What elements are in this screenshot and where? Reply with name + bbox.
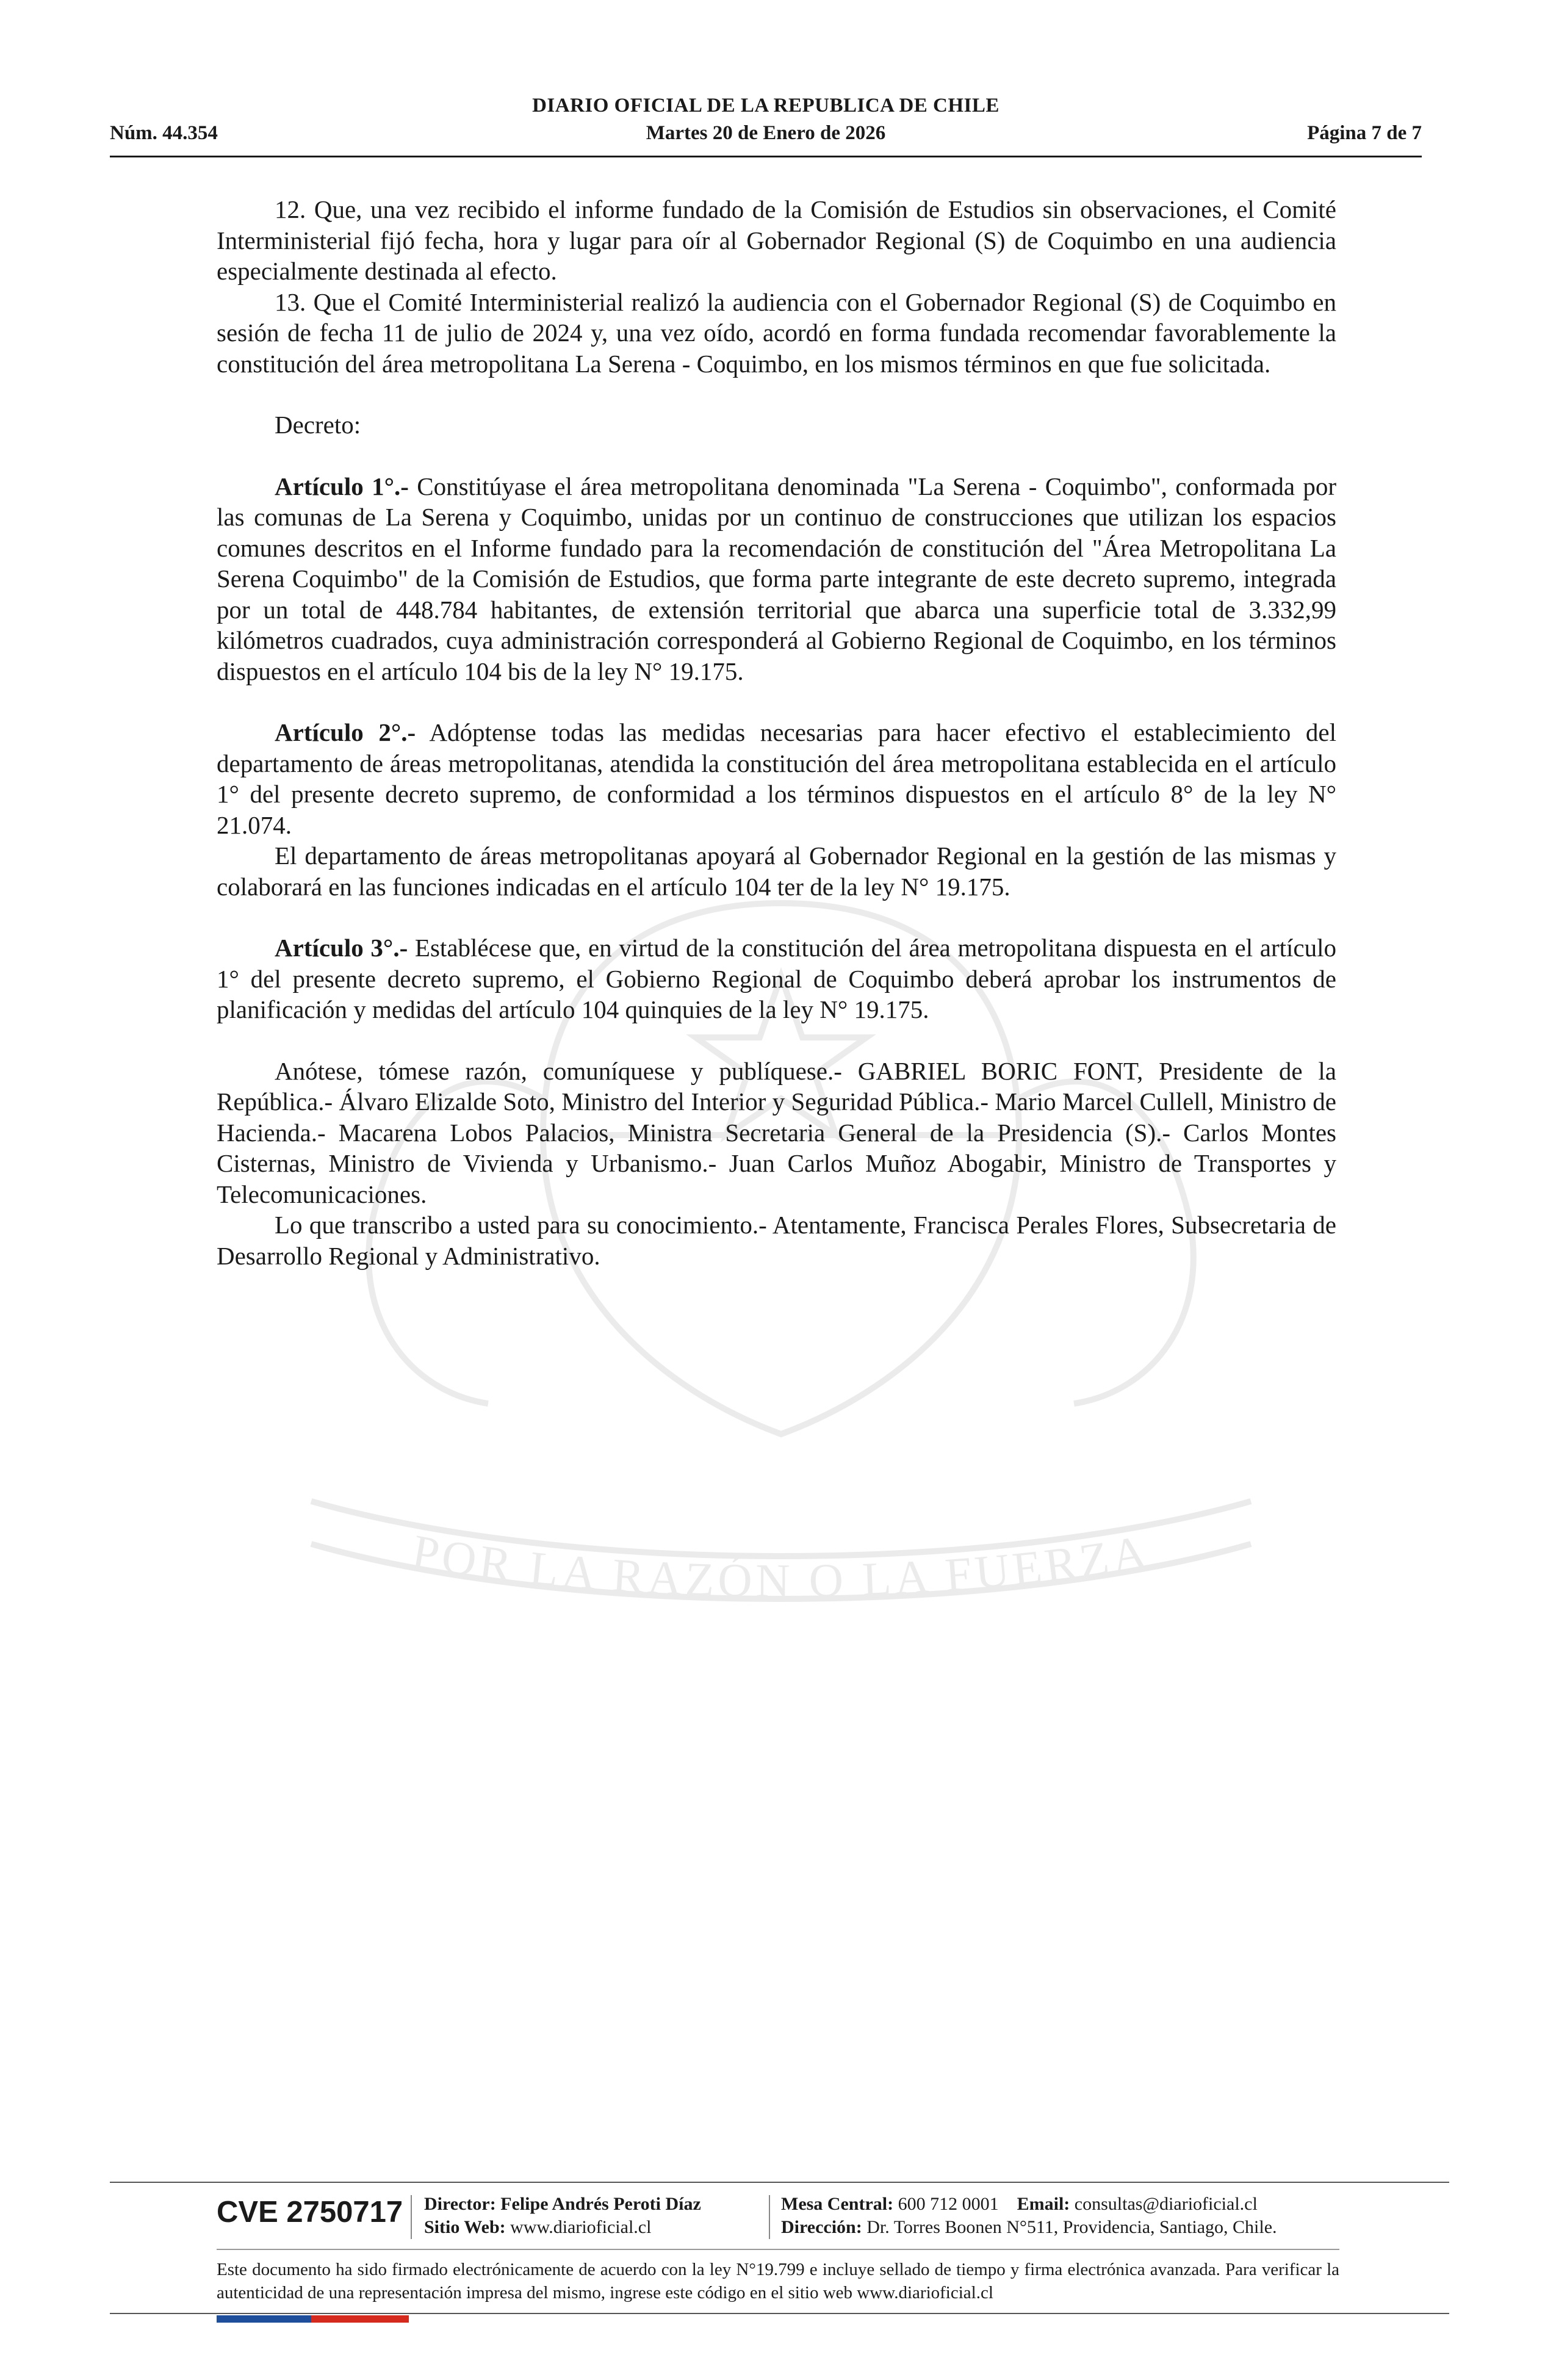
footer-separator-2 — [769, 2195, 770, 2239]
article-2 — [217, 717, 1336, 840]
page-header — [110, 95, 1422, 156]
flag-stripe-red — [311, 2315, 409, 2323]
director-label: Director: — [424, 2194, 496, 2214]
article-3-title: Artículo 3°.- — [275, 934, 408, 962]
decree-body — [217, 194, 1336, 1271]
article-1 — [217, 471, 1336, 687]
director-value: Felipe Andrés Peroti Díaz — [500, 2194, 701, 2214]
article-3-text: Establécese que, en virtud de la constitución del área metropolitana dispuesta en el artículo 1° del presente decreto supremo, el Gobierno Regional de Coquimbo deberá aprobar los instrumentos de planificación y medidas del artículo 104 quinquies de la ley N° 19.175. — [217, 934, 1336, 1023]
email-link[interactable]: consultas@diarioficial.cl — [1074, 2194, 1258, 2214]
mesa-label: Mesa Central: — [781, 2194, 894, 2214]
article-1-title: Artículo 1°.- — [275, 472, 409, 500]
closing-signatures: Anótese, tómese razón, comuníquese y publíquese.- GABRIEL BORIC FONT, Presidente de la República.- Álvaro Elizalde Soto, Ministro del Interior y Seguridad Pública.- Mario Marcel Cullell, Ministro de Hacienda.- Macarena Lobos Palacios, Ministra Secretaria General de la Presidencia (S).- Carlos Montes Cisternas, Ministro de Vivienda y Urbanismo.- Juan Carlos Muñoz Abogabir, Ministro de Transportes y Telecomunicaciones. — [217, 1056, 1336, 1208]
footer-director-block — [424, 2193, 701, 2239]
footer-inner-rule — [217, 2249, 1339, 2250]
watermark-motto — [408, 1524, 1153, 1607]
address-line — [781, 2216, 1277, 2239]
header-divider — [110, 156, 1422, 157]
legal-notice: Este documento ha sido firmado electrónicamente de acuerdo con la ley N°19.799 e incluye sellado de tiempo y firma electrónica avanzada. Para verificar la autenticidad de una representación impresa del mismo, ingrese este código en el sitio web www.diarioficial.cl — [217, 2260, 1339, 2302]
website-link[interactable]: www.diarioficial.cl — [510, 2217, 652, 2237]
footer-bottom-rule — [110, 2313, 1449, 2314]
director-line — [424, 2193, 701, 2216]
transcription-note: Lo que transcribo a usted para su conocimiento.- Atentamente, Francisca Perales Flores, Subsecretaria de Desarrollo Regional y Administrativo. — [217, 1211, 1336, 1270]
footer-contact-block — [781, 2193, 1277, 2239]
address-value: Dr. Torres Boonen N°511, Providencia, Santiago, Chile. — [866, 2217, 1277, 2237]
footer-separator-1 — [411, 2195, 412, 2239]
article-2-title: Artículo 2°.- — [275, 718, 416, 746]
issue-number: Núm. 44.354 — [110, 122, 218, 144]
flag-stripe — [217, 2315, 409, 2323]
article-1-text: Constitúyase el área metropolitana denominada "La Serena - Coquimbo", conformada por las comunas de La Serena y Coquimbo, unidas por un continuo de construcciones que utilizan los espacios comunes descritos en el Informe fundado para la recomendación de constitución del "Área Metropolitana La Serena Coquimbo" de la Comisión de Estudios, que forma parte integrante de este decreto supremo, integrada por un total de 448.784 habitantes, de extensión territorial que abarca una superficie total de 3.332,99 kilómetros cuadrados, cuya administración corresponderá al Gobierno Regional de Coquimbo, en los términos dispuestos en el artículo 104 bis de la ley N° 19.175. — [217, 472, 1337, 685]
article-2-continued: El departamento de áreas metropolitanas apoyará al Gobernador Regional en la gestión de las mismas y colaborará en las funciones indicadas en el artículo 104 ter de la ley N° 19.175. — [217, 842, 1336, 901]
paragraph-12: 12. Que, una vez recibido el informe fundado de la Comisión de Estudios sin observaciones, el Comité Interministerial fijó fecha, hora y lugar para oír al Gobernador Regional (S) de Coquimbo en una audiencia especialmente destinada al efecto. — [217, 195, 1336, 285]
watermark-motto-text: POR LA RAZÓN O LA FUERZA — [408, 1524, 1154, 1607]
page-footer — [217, 2188, 1339, 2249]
decree-heading: Decreto: — [275, 411, 361, 439]
article-3 — [217, 932, 1336, 1025]
issue-date: Martes 20 de Enero de 2026 — [646, 122, 886, 144]
cve-code: CVE 2750717 — [217, 2196, 403, 2229]
article-2-text: Adóptense todas las medidas necesarias para hacer efectivo el establecimiento del departamento de áreas metropolitanas, atendida la constitución del área metropolitana establecida en el artículo 1° del presente decreto supremo, de conformidad a los términos dispuestos en el artículo 8° de la ley N° 21.074. — [217, 718, 1336, 839]
paragraph-13: 13. Que el Comité Interministerial realizó la audiencia con el Gobernador Regional (S) de Coquimbo en sesión de fecha 11 de julio de 2024 y, una vez oído, acordó en forma fundada recomendar favorablemente la constitución del área metropolitana La Serena - Coquimbo, en los mismos términos en que fue solicitada. — [217, 287, 1336, 378]
footer-top-rule — [110, 2182, 1449, 2183]
page-indicator: Página 7 de 7 — [1307, 122, 1422, 144]
mesa-value: 600 712 0001 — [898, 2194, 999, 2214]
website-label: Sitio Web: — [424, 2217, 506, 2237]
flag-stripe-blue — [217, 2315, 311, 2323]
gazette-title: DIARIO OFICIAL DE LA REPUBLICA DE CHILE — [532, 95, 1000, 117]
address-label: Dirección: — [781, 2217, 862, 2237]
email-label: Email: — [1017, 2194, 1070, 2214]
contact-line — [781, 2193, 1277, 2216]
website-line — [424, 2216, 701, 2239]
